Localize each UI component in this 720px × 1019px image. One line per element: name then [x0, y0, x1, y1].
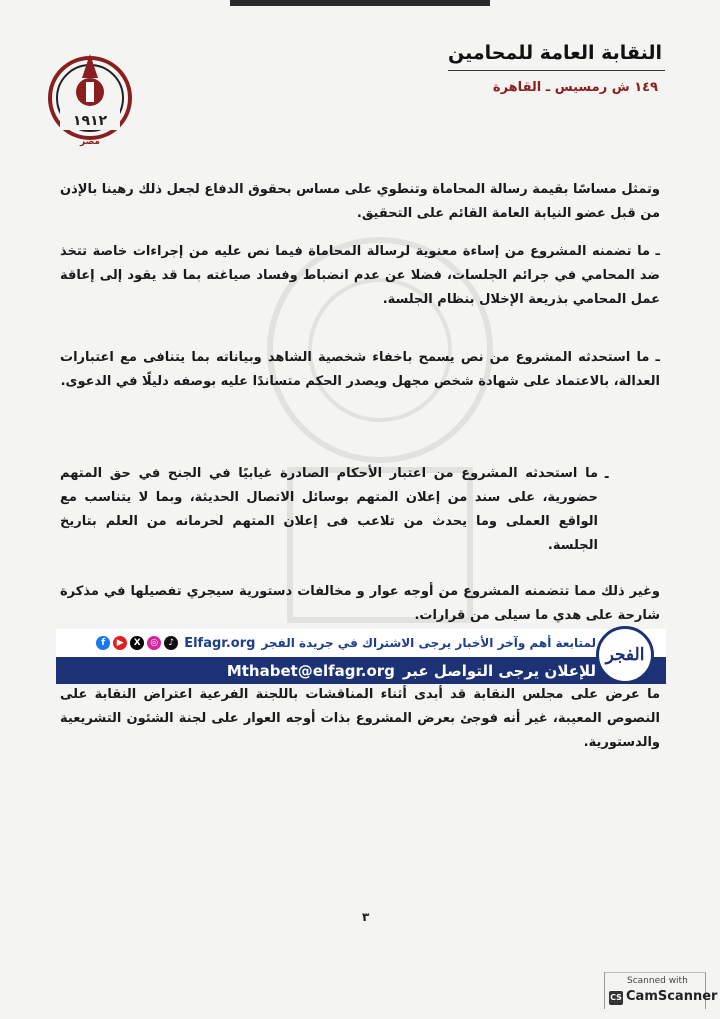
bullet-marker: - [604, 470, 610, 485]
follow-text: لمتابعة أهم وآخر الأخبار يرجى الاشتراك في جريدة الفجر [261, 636, 596, 650]
tiktok-icon[interactable]: ♪ [164, 636, 178, 650]
x-icon[interactable]: X [130, 636, 144, 650]
contact-email[interactable]: Mthabet@elfagr.org [226, 661, 395, 680]
bar-association-logo [40, 48, 140, 158]
youtube-icon[interactable]: ▶ [113, 636, 127, 650]
header-title: النقابة العامة للمحامين [448, 42, 662, 64]
elfagr-logo-text: الفجر [605, 645, 645, 665]
header-divider [448, 70, 665, 71]
paragraph-3: ـ ما استحدثه المشروع من نص يسمح باخفاء شخصية الشاهد وبياناته بما يتنافى مع اعتبارات العدالة، بالاعتماد على شهادة شخص مجهل ويصدر الحكم متساندًا عليه بوصفه دليلًا في الدعوى. [60, 350, 660, 389]
social-icons [96, 636, 178, 650]
ad-text: للإعلان يرجى التواصل عبر [402, 661, 596, 680]
camscanner-icon: CS [609, 991, 623, 1005]
follow-banner[interactable] [56, 629, 666, 657]
logo-country: مصر [79, 137, 101, 147]
ad-contact-banner[interactable] [56, 657, 666, 684]
paragraph-1: وتمثل مساسًا بقيمة رسالة المحاماة وتنطوي على مساس بحقوق الدفاع لجعل ذلك رهينا بالإذن من قبل عضو النيابة العامة القائم على التحقيق. [60, 182, 660, 221]
facebook-icon[interactable]: f [96, 636, 110, 650]
page-number: ٣ [362, 910, 370, 924]
elfagr-logo [596, 626, 654, 684]
instagram-icon[interactable]: ◎ [147, 636, 161, 650]
paragraph-5: وغير ذلك مما تتضمنه المشروع من أوجه عوار و مخالفات دستورية سيجري تفصيلها في مذكرة شارحة على هدي ما سيلى من قرارات. [60, 584, 660, 623]
top-edge-bar [230, 0, 490, 6]
camscanner-label: CamScanner [626, 989, 718, 1004]
header-address: ١٤٩ ش رمسيس ـ القاهرة [492, 80, 658, 95]
camscanner-badge [604, 972, 718, 1009]
site-link[interactable]: Elfagr.org [184, 635, 256, 651]
scanned-with-label: Scanned with [627, 976, 688, 986]
paragraph-2: ـ ما تضمنه المشروع من إساءة معنوية لرسالة المحاماة فيما نص عليه من إجراءات خاصة تتخذ ضد المحامي في جرائم الجلسات، فضلا عن عدم انضباط وفساد صياغته بما قد يقود إلى إعاقة عمل المحامي بذريعة الإخلال بنظام الجلسة. [60, 244, 660, 307]
logo-year: ١٩١٢ [72, 113, 108, 129]
paragraph-4: ما استحدثه المشروع من اعتبار الأحكام الصادرة غيابيًا في الجنح في حق المتهم حضورية، على سند من إعلان المتهم بوسائل الاتصال الحديثة، وبما لا يتناسب مع الواقع العملى وما يحدث من تلاعب فى إعلان المتهم لحرمانه من العلم بتاريخ الجلسة. [60, 466, 598, 553]
paragraph-6: ما عرض على مجلس النقابة قد أبدى أثناء المناقشات باللجنة الفرعية اعتراض النقابة على النصوص المعيبة، غير أنه فوجئ بعرض المشروع بذات أوجه العوار على لجنة الشئون التشريعية والدستورية. [60, 687, 660, 750]
